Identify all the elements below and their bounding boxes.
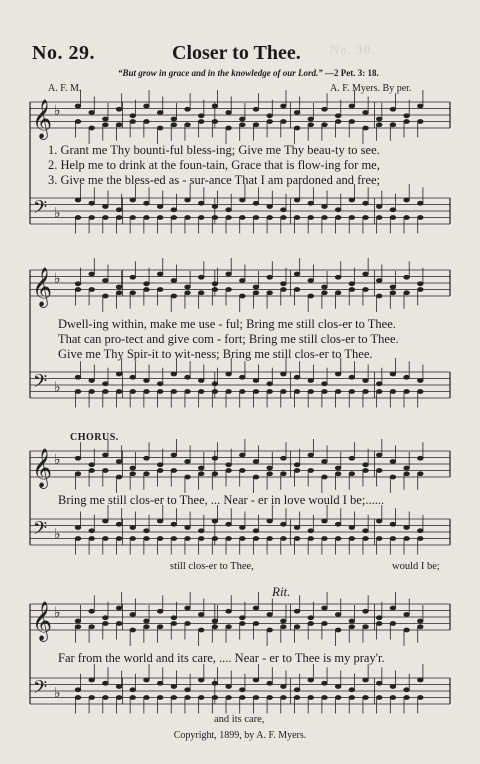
svg-text:𝄞: 𝄞 [32,448,53,488]
verse-2-line-1: 2. Help me to drink at the foun-tain, Grace that is flow-ing for me, [48,158,380,172]
svg-text:♭: ♭ [54,685,61,702]
verse-3-line-1: 3. Give me the bless-ed as - sur-ance That I am pardoned and free; [48,173,381,187]
verse-2-line-2: That can pro-tect and give com - fort; Bring me still clos-er to Thee. [58,332,399,346]
epigraph-quote: “But grow in grace and in the knowledge of our Lord.” [118,68,323,78]
svg-text:♭: ♭ [54,605,61,621]
svg-text:♭: ♭ [54,452,61,468]
verse-1-line-1: 1. Grant me Thy bounti-ful bless-ing; Give me Thy beau-ty to see. [48,143,380,157]
svg-text:♭: ♭ [54,103,61,119]
chorus-line-2: Far from the world and its care, .... Near - er to Thee is my pray'r. [58,651,385,665]
hymn-number: No. 29. [32,42,95,64]
svg-text:𝄞: 𝄞 [32,267,53,307]
svg-text:𝄞: 𝄞 [32,601,53,641]
epigraph-reference: —2 Pet. 3: 18. [325,68,379,78]
svg-text:♭: ♭ [54,271,61,287]
chorus-label: CHORUS. [70,432,119,443]
svg-text:𝄞: 𝄞 [32,99,53,139]
chorus-line-1: Bring me still clos-er to Thee, ... Near - er in love would I be;...... [58,493,385,507]
svg-text:♭: ♭ [54,379,61,396]
verse-1-line-2: Dwell-ing within, make me use - ful; Bring me still clos-er to Thee. [58,317,396,331]
svg-text:♭: ♭ [54,526,61,543]
bleed-through-text: No. 30. [330,42,376,57]
svg-text:𝄢: 𝄢 [33,197,48,223]
words-credit: A. F. M. [48,83,82,94]
verse-3-line-2: Give me Thy Spir-it to wit-ness; Bring me still clos-er to Thee. [58,347,373,361]
tempo-mark: Rit. [272,584,291,599]
copyright: Copyright, 1899, by A. F. Myers. [173,730,307,741]
chorus-bass-echo-1b: would I be; [392,561,440,572]
music-credit: A. F. Myers. By per. [330,83,412,94]
svg-text:𝄢: 𝄢 [33,518,48,544]
chorus-bass-echo-1a: still clos-er to Thee, [170,561,254,572]
svg-text:𝄢: 𝄢 [33,677,48,703]
svg-text:𝄢: 𝄢 [33,371,48,397]
svg-text:♭: ♭ [54,205,61,222]
chorus-bass-echo-2: and its care, [214,714,265,725]
hymn-title: Closer to Thee. [172,42,301,64]
